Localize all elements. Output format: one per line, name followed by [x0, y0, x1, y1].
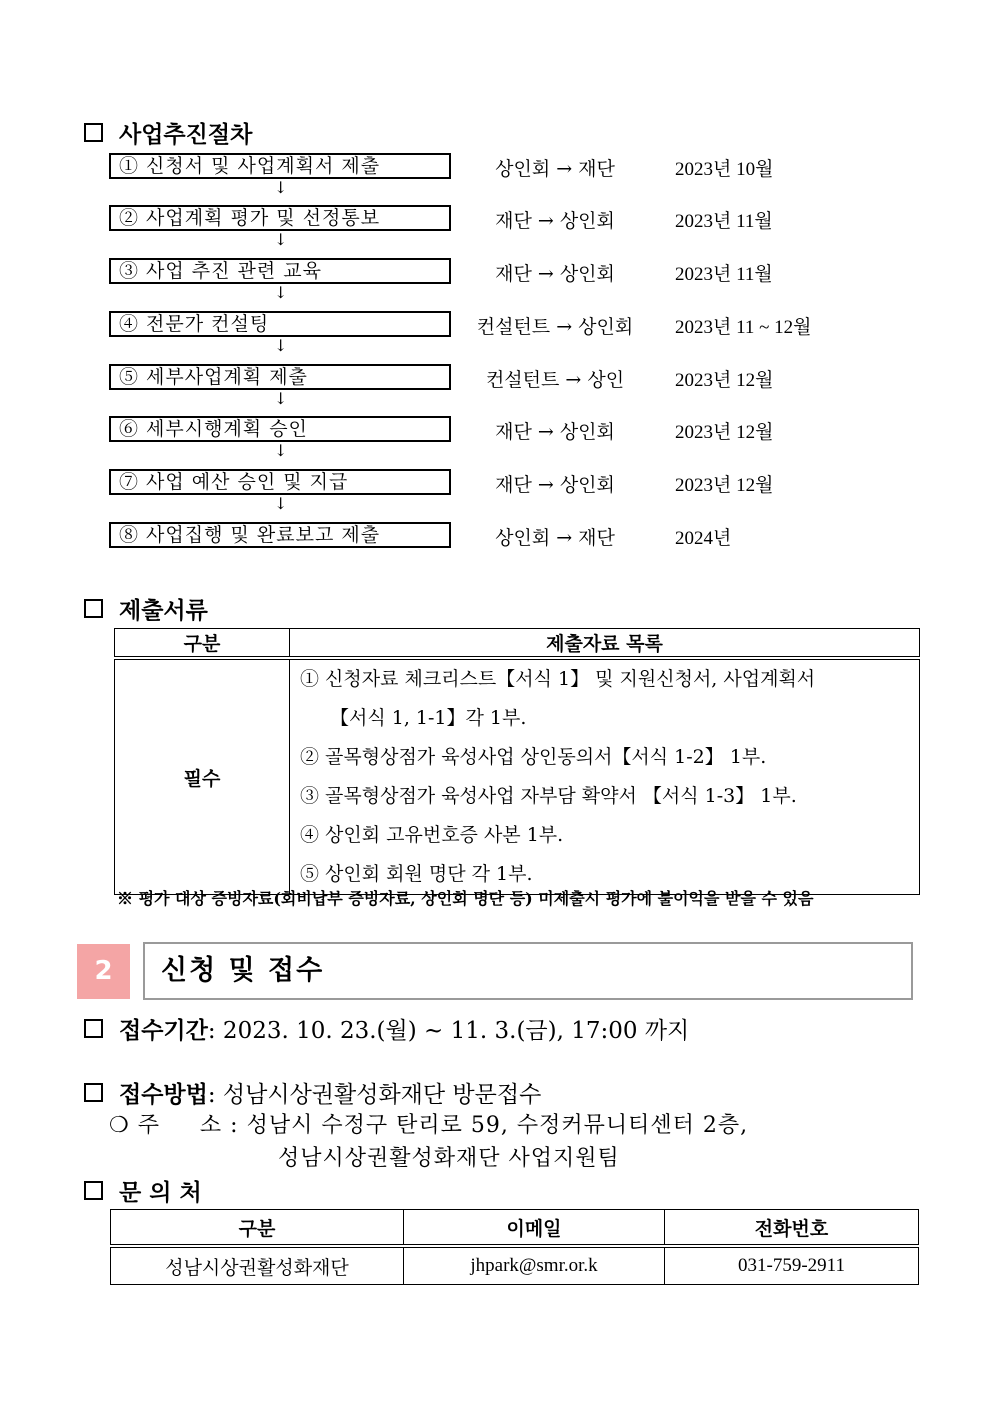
contact-heading-text: 문 의 처: [119, 1179, 202, 1206]
reception-address: ❍ 주 소 : 성남시 수정구 탄리로 59, 수정커뮤니티센터 2층,: [109, 1113, 749, 1138]
checkbox-square-icon: [84, 599, 103, 618]
documents-header-list: 제출자료 목록: [290, 629, 920, 659]
contact-header-category: 구분: [111, 1210, 404, 1247]
procedure-step-date: 2023년 12월: [675, 422, 774, 443]
reception-period: [84, 1012, 689, 1045]
document-item: ④ 상인회 고유번호증 사본 1부.: [300, 824, 564, 846]
procedure-step-direction: 컨설턴트 → 상인회: [476, 316, 634, 338]
procedure-heading: [84, 116, 252, 149]
procedure-step-direction: 상인회 → 재단: [495, 527, 615, 549]
documents-items: [290, 658, 920, 895]
documents-heading: [84, 592, 208, 625]
procedure-step-2: ② 사업계획 평가 및 선정통보: [109, 205, 451, 231]
contact-header-email: 이메일: [404, 1210, 665, 1247]
section-number-badge: 2: [77, 944, 130, 999]
contact-header-phone: 전화번호: [665, 1210, 919, 1247]
procedure-step-direction: 컨설턴트 → 상인: [485, 369, 625, 391]
down-arrow-icon: ↓: [274, 178, 288, 197]
documents-table-header: [115, 629, 920, 659]
procedure-step-7: ⑦ 사업 예산 승인 및 지급: [109, 469, 451, 495]
reception-period-label: 접수기간: [119, 1017, 208, 1044]
contact-email: jhpark@smr.or.k: [404, 1246, 665, 1285]
contact-table: [110, 1209, 919, 1285]
contact-phone: 031-759-2911: [665, 1246, 919, 1285]
procedure-step-date: 2023년 12월: [675, 475, 774, 496]
down-arrow-icon: ↓: [274, 283, 288, 302]
documents-category: 필수: [115, 658, 290, 895]
document-item: ⑤ 상인회 회원 명단 각 1부.: [300, 863, 533, 885]
checkbox-square-icon: [84, 1019, 103, 1038]
procedure-step-direction: 재단 → 상인회: [495, 421, 615, 443]
reception-method: [84, 1076, 541, 1109]
contact-table-row: [111, 1246, 919, 1285]
contact-organization: 성남시상권활성화재단: [111, 1246, 404, 1285]
reception-method-value: : 성남시상권활성화재단 방문접수: [207, 1082, 542, 1108]
down-arrow-icon: ↓: [274, 389, 288, 408]
procedure-step-direction: 재단 → 상인회: [495, 263, 615, 285]
procedure-step-4: ④ 전문가 컨설팅: [109, 311, 451, 337]
procedure-step-date: 2023년 11월: [675, 211, 773, 232]
reception-method-label: 접수방법: [119, 1081, 208, 1108]
procedure-step-date: 2023년 10월: [675, 159, 774, 180]
document-item: ② 골목형상점가 육성사업 상인동의서【서식 1-2】 1부.: [300, 746, 767, 768]
checkbox-square-icon: [84, 1083, 103, 1102]
reception-address-line2: 성남시상권활성화재단 사업지원팀: [278, 1146, 620, 1171]
section-title: 신청 및 접수: [143, 942, 913, 1000]
procedure-step-date: 2024년: [675, 528, 732, 549]
procedure-step-date: 2023년 11월: [675, 264, 773, 285]
document-item: ③ 골목형상점가 육성사업 자부담 확약서 【서식 1-3】 1부.: [300, 785, 797, 807]
documents-heading-text: 제출서류: [119, 597, 208, 624]
document-item-continuation: 【서식 1, 1-1】각 1부.: [330, 707, 527, 729]
procedure-step-date: 2023년 11 ~ 12월: [675, 317, 812, 338]
down-arrow-icon: ↓: [274, 441, 288, 460]
document-item: ① 신청자료 체크리스트【서식 1】 및 지원신청서, 사업계획서: [300, 668, 816, 690]
procedure-step-1: ① 신청서 및 사업계획서 제출: [109, 153, 451, 179]
documents-table: [114, 628, 920, 895]
procedure-heading-text: 사업추진절차: [119, 121, 253, 148]
procedure-step-8: ⑧ 사업집행 및 완료보고 제출: [109, 522, 451, 548]
checkbox-square-icon: [84, 123, 103, 142]
reception-period-value: : 2023. 10. 23.(월) ~ 11. 3.(금), 17:00 까지: [207, 1018, 690, 1044]
documents-table-row: [115, 658, 920, 895]
documents-note: ※ 평가 대상 증빙자료(회비납부 증빙자료, 상인회 명단 등) 미제출시 평가에 불이익을 받을 수 있음: [117, 889, 814, 908]
procedure-step-3: ③ 사업 추진 관련 교육: [109, 258, 451, 284]
contact-heading: [84, 1174, 202, 1207]
documents-header-category: 구분: [115, 629, 290, 659]
procedure-step-direction: 재단 → 상인회: [495, 210, 615, 232]
down-arrow-icon: ↓: [274, 230, 288, 249]
procedure-step-5: ⑤ 세부사업계획 제출: [109, 364, 451, 390]
down-arrow-icon: ↓: [274, 336, 288, 355]
checkbox-square-icon: [84, 1181, 103, 1200]
procedure-step-6: ⑥ 세부시행계획 승인: [109, 416, 451, 442]
procedure-step-date: 2023년 12월: [675, 370, 774, 391]
down-arrow-icon: ↓: [274, 494, 288, 513]
contact-table-header: [111, 1210, 919, 1247]
procedure-step-direction: 재단 → 상인회: [495, 474, 615, 496]
procedure-step-direction: 상인회 → 재단: [495, 158, 615, 180]
